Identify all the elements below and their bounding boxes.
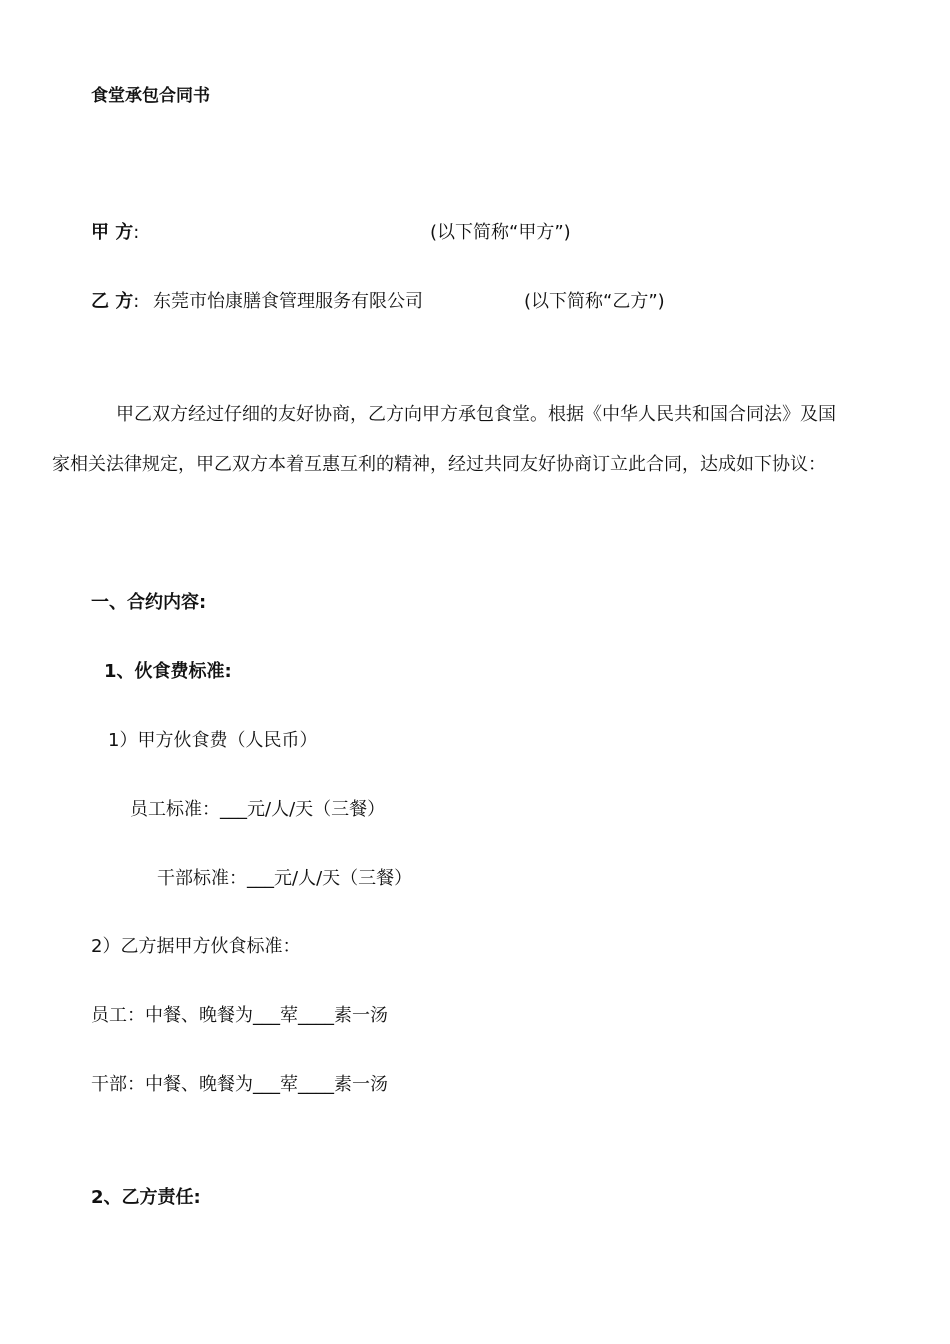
item-1-text: 1）甲方伙食费（人民币） — [108, 730, 318, 751]
staff-meal: 员工：中餐、晚餐为___荤____素一汤 — [91, 1005, 388, 1026]
party-a-label: 甲 方 — [91, 222, 134, 243]
party-b-alias: (以下简称“乙方”) — [524, 291, 665, 312]
subsection-2-heading: 2、乙方责任: — [91, 1187, 201, 1208]
cadre-standard: 干部标准：___元/人/天（三餐） — [157, 868, 413, 889]
subsection-1-heading: 1、伙食费标准: — [104, 661, 232, 682]
item-2-text: 2）乙方据甲方伙食标准： — [91, 936, 301, 957]
party-a-colon: : — [133, 222, 140, 243]
party-a-alias: (以下简称“甲方”) — [430, 222, 571, 243]
party-b-name: 东莞市怡康膳食管理服务有限公司 — [153, 291, 423, 312]
document-title: 食堂承包合同书 — [91, 86, 210, 106]
party-b-line — [91, 290, 139, 314]
staff-standard: 员工标准：___元/人/天（三餐） — [130, 799, 386, 820]
section-1-heading: 一、合约内容: — [91, 592, 207, 613]
cadre-meal: 干部：中餐、晚餐为___荤____素一汤 — [91, 1074, 388, 1095]
party-b-label: 乙 方 — [91, 291, 134, 312]
intro-line-1: 甲乙双方经过仔细的友好协商，乙方向甲方承包食堂。根据《中华人民共和国合同法》及国 — [116, 404, 836, 425]
party-a-line — [91, 221, 139, 245]
intro-line-2: 家相关法律规定，甲乙双方本着互惠互利的精神，经过共同友好协商订立此合同，达成如下协议： — [52, 454, 826, 475]
party-b-colon: : — [133, 291, 140, 312]
